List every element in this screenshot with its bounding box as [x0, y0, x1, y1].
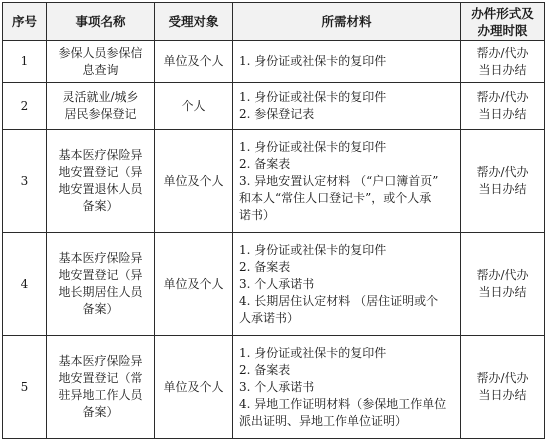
row-form-and-time	[461, 41, 545, 83]
form-line: 当日办结	[478, 285, 527, 299]
form-line: 当日办结	[478, 107, 527, 121]
row-target: 单位及个人	[155, 233, 233, 336]
row-seq: 4	[3, 233, 47, 336]
row-form-and-time	[461, 83, 545, 130]
form-line: 帮办/代办	[476, 165, 529, 179]
material-line: 2. 备案表	[239, 362, 291, 377]
item-name-line: 备案）	[82, 405, 119, 419]
material-line: 3. 个人承诺书	[239, 379, 315, 394]
row-item-name	[47, 130, 155, 233]
material-line: 4. 异地工作证明材料（参保地工作单位	[239, 396, 447, 411]
item-name-line: 基本医疗保险异	[58, 148, 143, 162]
row-item-name	[47, 41, 155, 83]
item-name-line: 地安置登记（异	[58, 268, 143, 282]
form-line: 当日办结	[478, 388, 527, 402]
header-form-line2: 办理时限	[477, 22, 528, 38]
material-line: 2. 备案表	[239, 156, 291, 171]
row-item-name	[47, 83, 155, 130]
row-materials	[233, 336, 461, 439]
service-items-table	[2, 2, 545, 439]
item-name-line: 基本医疗保险异	[58, 354, 143, 368]
table-row	[3, 233, 545, 336]
form-line: 帮办/代办	[476, 371, 529, 385]
form-line: 帮办/代办	[476, 268, 529, 282]
row-seq: 3	[3, 130, 47, 233]
row-seq: 1	[3, 41, 47, 83]
row-materials	[233, 83, 461, 130]
header-seq: 序号	[3, 3, 47, 41]
material-line: 1. 身份证或社保卡的复印件	[239, 139, 387, 154]
material-line: 和本人“常住人口登记卡”，或个人承	[239, 190, 432, 205]
table-row	[3, 41, 545, 83]
material-line: 3. 个人承诺书	[239, 276, 315, 291]
row-materials	[233, 233, 461, 336]
material-line: 1. 身份证或社保卡的复印件	[239, 345, 387, 360]
table-row	[3, 130, 545, 233]
row-form-and-time	[461, 233, 545, 336]
material-line: 1. 身份证或社保卡的复印件	[239, 54, 387, 68]
row-target: 个人	[155, 83, 233, 130]
item-name-line: 备案）	[82, 199, 119, 213]
material-line: 3. 异地安置认定材料 （“户口簿首页”	[239, 173, 439, 188]
item-name-line: 地长期居住人员	[58, 285, 143, 299]
item-name-line: 驻异地工作人员	[58, 388, 143, 402]
item-name-line: 地安置退休人员	[58, 182, 143, 196]
header-materials: 所需材料	[233, 3, 461, 41]
table-row	[3, 83, 545, 130]
row-target: 单位及个人	[155, 336, 233, 439]
item-name-line: 地安置登记（异	[58, 165, 143, 179]
material-line: 派出证明、异地工作单位证明）	[239, 413, 408, 428]
form-line: 当日办结	[478, 182, 527, 196]
item-name-line: 备案）	[82, 302, 119, 316]
row-item-name	[47, 336, 155, 439]
table-header-row	[3, 3, 545, 41]
row-target: 单位及个人	[155, 130, 233, 233]
material-line: 1. 身份证或社保卡的复印件	[239, 242, 387, 257]
header-item-name: 事项名称	[47, 3, 155, 41]
item-name-line: 参保人员参保信	[58, 45, 143, 60]
material-line: 1. 身份证或社保卡的复印件	[239, 90, 387, 104]
row-materials	[233, 41, 461, 83]
item-name-line: 居民参保登记	[64, 107, 137, 121]
form-line: 帮办/代办	[476, 90, 529, 104]
form-line: 帮办/代办	[476, 45, 529, 60]
row-seq: 5	[3, 336, 47, 439]
row-target: 单位及个人	[155, 41, 233, 83]
item-name-line: 息查询	[82, 62, 119, 77]
row-materials	[233, 130, 461, 233]
form-line: 当日办结	[478, 62, 527, 77]
header-form-and-time	[461, 3, 545, 41]
row-item-name	[47, 233, 155, 336]
material-line: 4. 长期居住认定材料 （居住证明或个	[239, 293, 439, 308]
material-line: 诺书）	[239, 207, 276, 222]
header-form-line1: 办件形式及	[471, 5, 534, 21]
item-name-line: 地安置登记（常	[58, 371, 143, 385]
material-line: 人承诺书）	[239, 310, 300, 325]
material-line: 2. 备案表	[239, 259, 291, 274]
material-line: 2. 参保登记表	[239, 107, 315, 121]
row-form-and-time	[461, 336, 545, 439]
item-name-line: 基本医疗保险异	[58, 251, 143, 265]
header-target: 受理对象	[155, 3, 233, 41]
table-row	[3, 336, 545, 439]
row-seq: 2	[3, 83, 47, 130]
item-name-line: 灵活就业/城乡	[62, 90, 139, 104]
row-form-and-time	[461, 130, 545, 233]
